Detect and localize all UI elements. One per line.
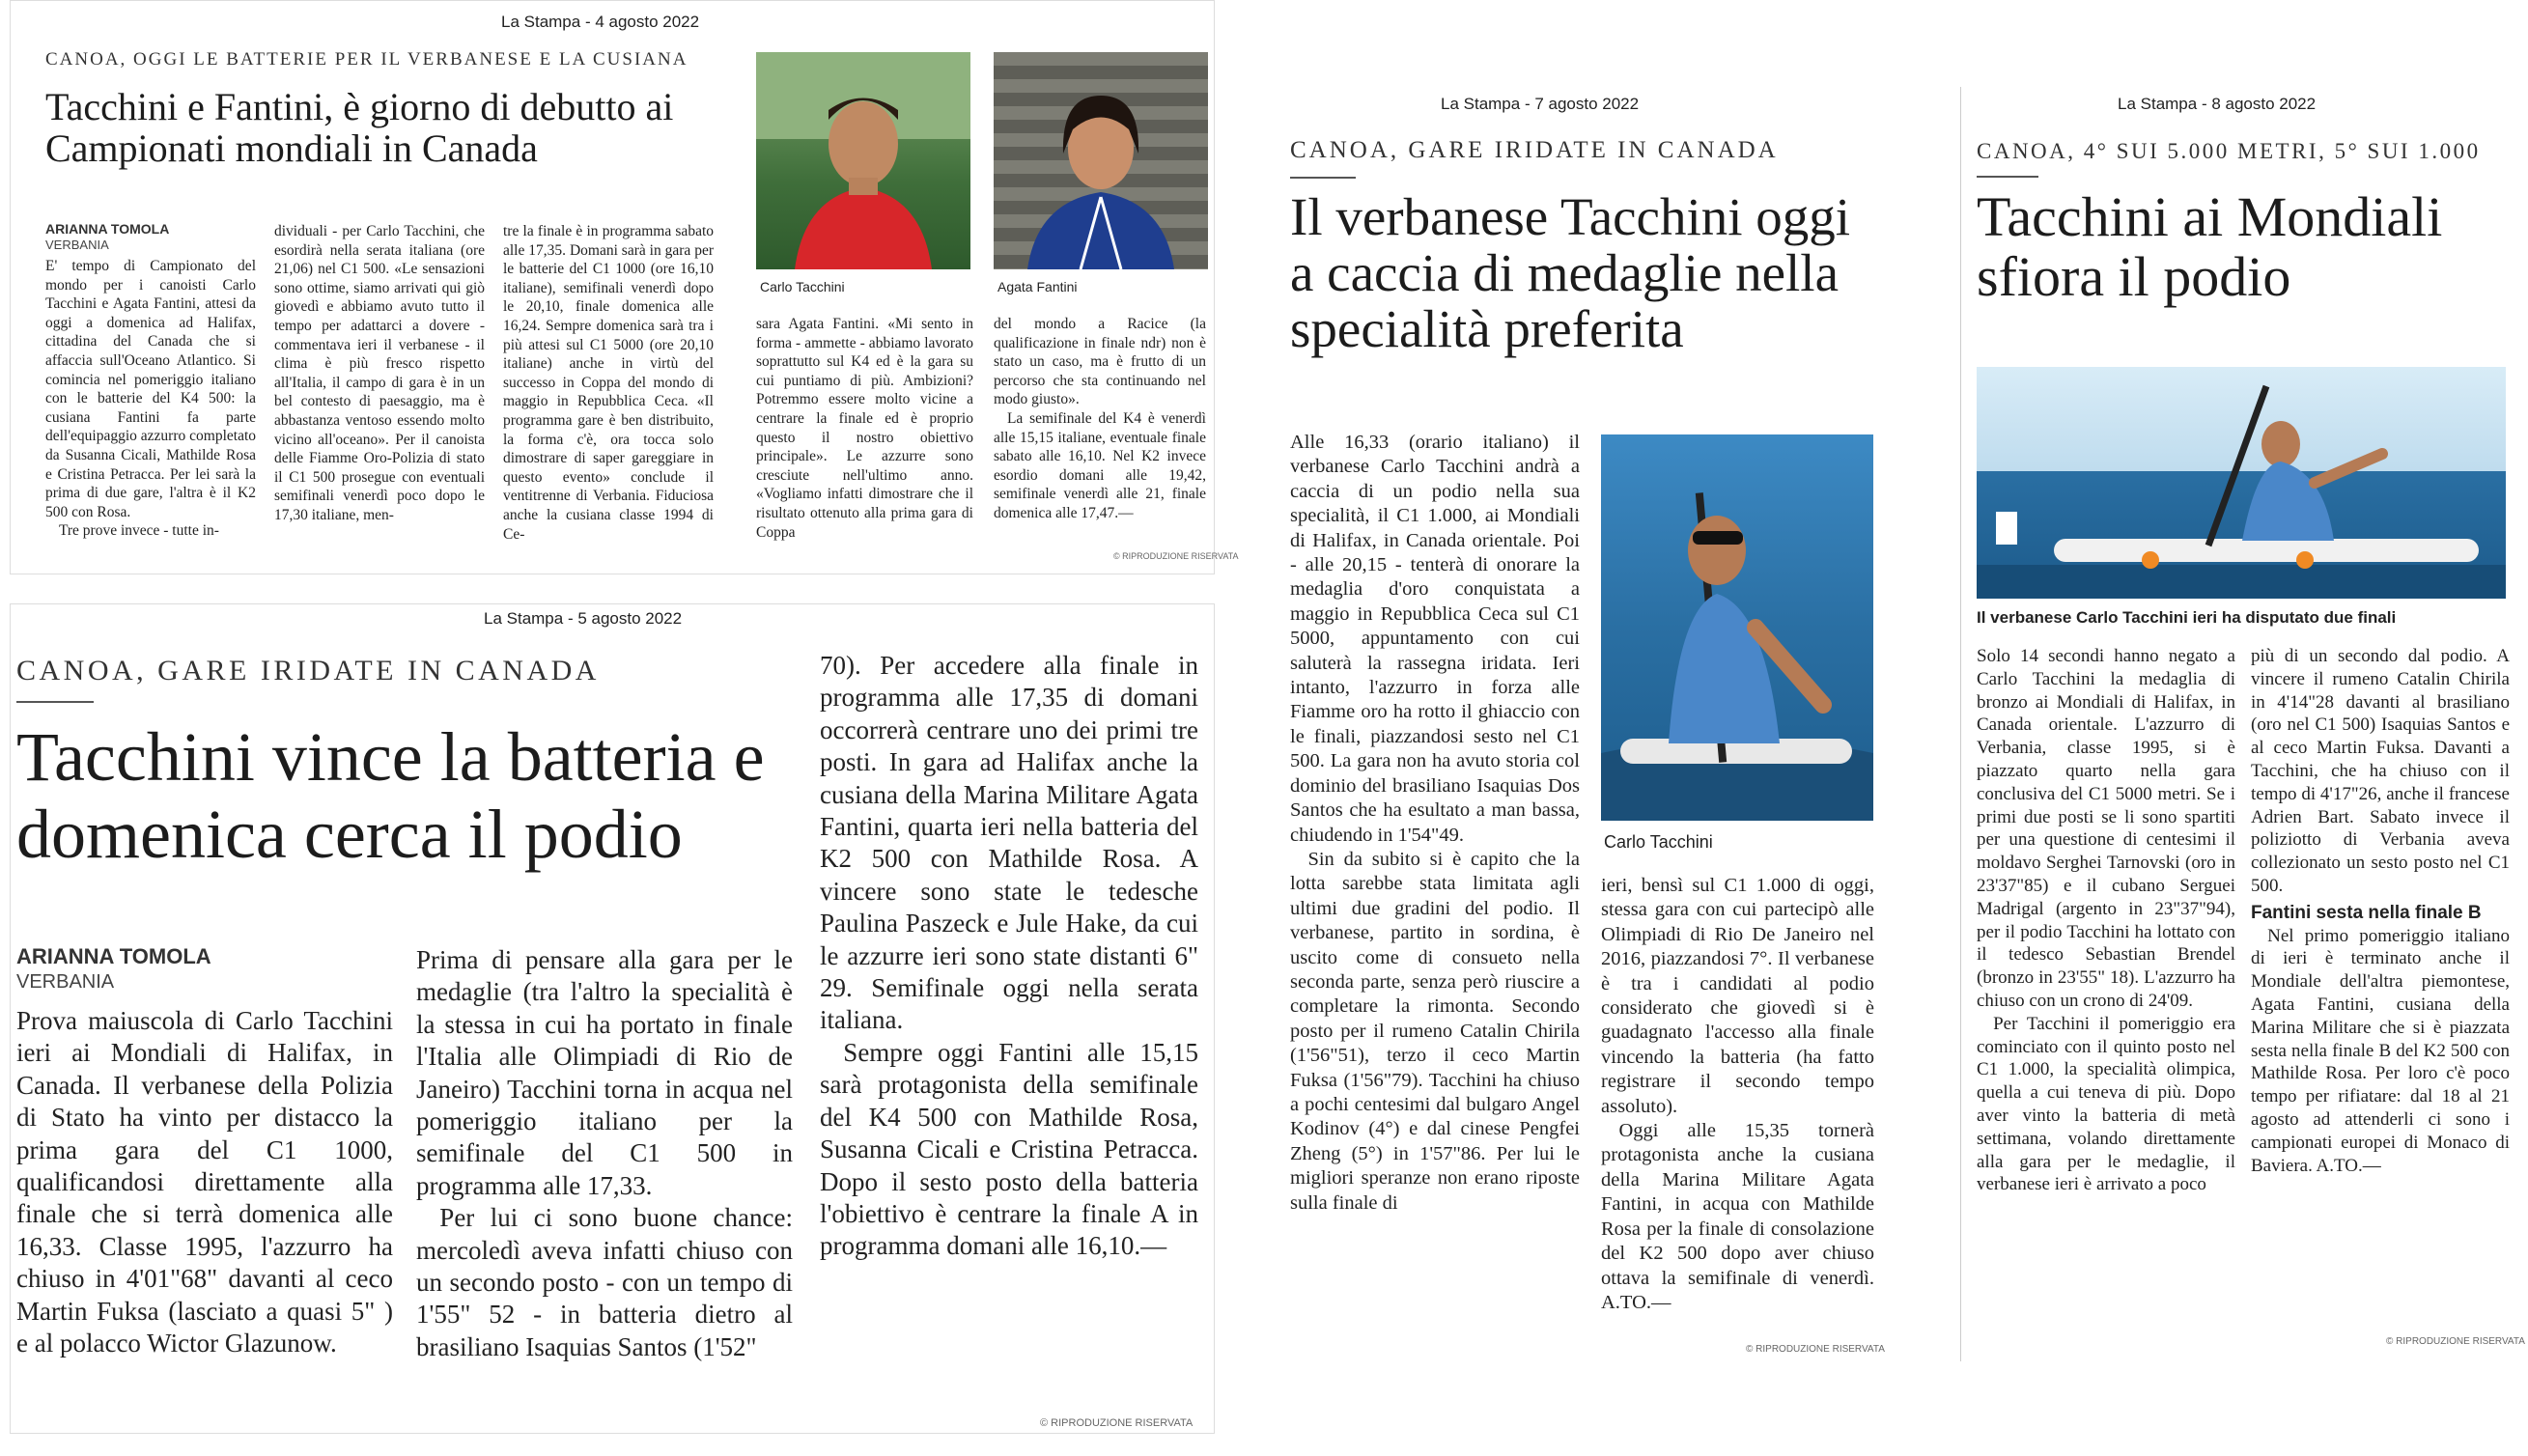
body-column-3: tre la finale è in programma sabato alle 17,35. Domani sarà in gara per le batterie del C1 1000 (ore 16,10 italiane), semifinali venerdì dopo le 20,10, finale domenica alle 16,24. Sempre domenica sarà tra i più attesi sul C1 5000 (ore 20,10 italiane) anche in virtù del successo in Coppa del mondo di maggio in Repubblica Ceca. «Il programma gare è ben distribuito, la forma c'è, ora tocca solo dimostrare di saper gareggiare in questo evento» conclude il ventitrenne di Verbania. Fiduciosa anche la cusiana classe 1994 di Ce-	[503, 223, 714, 543]
clip-5-agosto	[10, 603, 1215, 1434]
portrait-woman-icon	[994, 52, 1208, 269]
source-label: La Stampa - 4 agosto 2022	[501, 13, 700, 31]
photo-caption-1: Carlo Tacchini	[760, 279, 845, 294]
portrait-man-icon	[756, 52, 970, 269]
body-column-4: sara Agata Fantini. «Mi sento in forma - ammette - abbiamo lavorato soprattutto sul K4 ed è la gara su cui puntiamo di più. Ambizioni? Potremmo essere molto vicine a centrare la finale ed è proprio questo il nostro obiettivo principale». Le azzurre sono cresciute nell'ultimo anno. «Vogliamo infatti dimostrare che il risultato ottenuto alla prima gara di Coppa	[756, 316, 973, 541]
kicker: CANOA, 4° SUI 5.000 METRI, 5° SUI 1.000	[1977, 139, 2481, 163]
photo-caption: Il verbanese Carlo Tacchini ieri ha disputato due finali	[1977, 608, 2397, 627]
race-canoe-icon	[1977, 367, 2506, 599]
headline: Tacchini ai Mondiali sfiora il podio	[1977, 185, 2443, 308]
clip-8-agosto	[1960, 87, 2525, 1361]
source-label: La Stampa - 7 agosto 2022	[1441, 95, 1640, 113]
body-column-5: del mondo a Racice (la qualificazione in finale ndr) non è stato un caso, ma è frutto di un percorso che sta continuando nel modo giusto». La semifinale del K4 è venerdì alle 15,15 italiane, eventuale finale sabato alle 16,10. Nel K2 invece esordio domani alle 19,42, semifinale venerdì alle 21, finale domenica alle 17,47.—	[994, 316, 1206, 521]
source-label: La Stampa - 5 agosto 2022	[484, 609, 683, 628]
body-column-2: dividuali - per Carlo Tacchini, che esordirà nella serata italiana (ore 21,06) nel C1 500. «Le sensazioni sono ottime, siamo arrivati qui giò giovedì e abbiamo avuto tutto il tempo per adattarci a dovere - commentava ieri il verbanese - il clima è più fresco rispetto all'Italia, il campo di gara è in un bel contesto di paesaggio, ma è abbastanza ventoso essendo molto vicino all'oceano». Per il canoista delle Fiamme Oro-Polizia di stato il C1 500 prosegue con eventuali semifinali venerdì poco dopo le 17,30 italiane, men-	[274, 223, 485, 523]
body-column-1: Solo 14 secondi hanno negato a Carlo Tacchini la medaglia di bronzo ai Mondiali di Halifax, in Canada orientale. L'azzurro di Verbania, classe 1995, si è piazzato quarto nella gara conclusiva del C1 5000 metri. Se i primi due posti se li sono spartiti per una questione di centesimi il moldavo Serghei Tarnovski (oro in 23'37"85) e il cubano Serguei Madrigal (argento in 23"37"94), per il podio Tacchini ha lottato con il tedesco Sebastian Brendel (bronzo in 23'55" 18). L'azzurro ha chiuso con un crono di 24'09. Per Tacchini il pomeriggio era cominciato con il quinto posto nel C1 1.000, la specialità olimpica, quella a cui teneva di più. Dopo aver vinto la batteria di metà settimana, volando direttamente alla gara per le medaglie, il verbanese ieri è arrivato a poco	[1977, 646, 2235, 1195]
headline: Il verbanese Tacchini oggi a caccia di medaglie nella specialità preferita	[1290, 187, 1851, 358]
photo-carlo-tacchini	[756, 52, 970, 269]
kicker: CANOA, OGGI LE BATTERIE PER IL VERBANESE E LA CUSIANA	[45, 49, 688, 70]
body-column-1: Alle 16,33 (orario italiano) il verbanese Carlo Tacchini andrà a caccia di un podio nella sua specialità, il C1 1.000, ai Mondiali di Halifax, in Canada orientale. Poi - alle 20,15 - tenterà di onorare la medaglia d'oro conquistata a maggio in Repubblica Ceca sul C1 5000, appuntamento con cui saluterà la rassegna iridata. Ieri intanto, l'azzurro in forza alle Fiamme oro ha rotto il ghiaccio con le finali, piazzandosi sesto nel C1 500. La gara non ha avuto storia col dominio del brasiliano Isaquias Dos Santos che ha esultato a man bassa, chiudendo in 1'54"49. Sin da subito si è capito che la lotta sarebbe stata limitata agli ultimi due gradini del podio. Il verbanese, partito in sordina, è uscito come di consueto nella seconda parte, senza però riuscire a completare la rimonta. Secondo posto per il rumeno Catalin Chirila (1'56"51), terzo il ceco Martin Fuksa (1'56"79). Tacchini ha chiuso a pochi centesimi dal bulgaro Angel Kodinov (4°) e dal cinese Pengfei Zheng (5°) in 1'57"86. Per lui le migliori speranze non erano riposte sulla finale di	[1290, 432, 1580, 1214]
photo-tacchini-race	[1977, 367, 2506, 599]
photo-caption-2: Agata Fantini	[997, 279, 1078, 294]
body-column-3: 70). Per accedere alla finale in programma alle 17,35 di domani occorrerà centrare uno dei primi tre posti. In gara ad Halifax anche la cusiana della Marina Militare Agata Fantini, quarta ieri nella batteria del K2 500 con Mathilde Rosa. A vincere sono state le tedesche Paulina Paszeck e Jule Hake, da cui le azzurre ieri sono state distanti 6" 29. Semifinale oggi nella serata italiana. Sempre oggi Fantini alle 15,15 sarà protagonista della semifinale del K4 500 con Mathilde Rosa, Susanna Cicali e Cristina Petracca. Dopo il sesto posto della batteria l'obiettivo è centrare la finale A in programma domani alle 16,10.—	[820, 651, 1198, 1261]
byline-author: ARIANNA TOMOLA	[16, 944, 211, 968]
body-column-2: ieri, bensì sul C1 1.000 di oggi, stessa gara con cui partecipò alle Olimpiadi di Rio De Janeiro nel 2016, piazzandosi 7°. Il verbanese è tra i candidati al podio considerato che giovedì si è guadagnato l'accesso alla finale vincendo la batteria (ha fatto registrare il secondo tempo assoluto). Oggi alle 15,35 tornerà protagonista anche la cusiana della Marina Militare Agata Fantini, in acqua con Mathilde Rosa per la finale di consolazione del K2 500 dopo aver chiuso ottava la semifinale di venerdì. A.TO.—	[1601, 875, 1874, 1313]
byline-place: VERBANIA	[45, 238, 109, 252]
photo-agata-fantini	[994, 52, 1208, 269]
kicker: CANOA, GARE IRIDATE IN CANADA	[16, 655, 600, 686]
source-label: La Stampa - 8 agosto 2022	[2118, 95, 2317, 113]
copyright: © RIPRODUZIONE RISERVATA	[1113, 551, 1239, 561]
headline: Tacchini vince la batteria e domenica cerca il podio	[16, 718, 765, 873]
body-column-1: Prova maiuscola di Carlo Tacchini ieri ai Mondiali di Halifax, in Canada. Il verbanese della Polizia di Stato ha vinto per distacco la prima gara del C1 1000, qualificandosi direttamente alla finale che si terrà domenica alle 16,33. Classe 1995, l'azzurro ha chiuso in 4'01"68" davanti al ceco Martin Fuksa (lasciato a quasi 5" ) e al polacco Wictor Glazunow.	[16, 1006, 393, 1358]
kicker-rule	[1977, 176, 2038, 178]
copyright: © RIPRODUZIONE RISERVATA	[2386, 1336, 2525, 1347]
body-column-2: più di un secondo dal podio. A vincere il rumeno Catalin Chirila in 4'14"28 davanti al brasiliano (oro nel C1 500) Isaquias Santos e al ceco Martin Fuksa. Davanti a Tacchini, che ha chiuso con il tempo di 4'17"26, anche il francese Adrien Bart. Sabato invece il poliziotto di Verbania aveva collezionato un sesto posto nel C1 500. Fantini sesta nella finale B Nel primo pomeriggio italiano di ieri è terminato anche il Mondiale dell'altra piemontese, Agata Fantini, cusiana della Marina Militare che si è piazzata sesta nella finale B del K2 500 con Mathilde Rosa. Per loro c'è poco tempo per rifiatare: dal 18 al 21 agosto ad attenderli ci sono i campionati europei di Monaco di Baviera. A.TO.—	[2251, 646, 2510, 1176]
subheading: Fantini sesta nella finale B	[2251, 902, 2482, 923]
body-column-2: Prima di pensare alla gara per le medaglie (tra l'altro la specialità è la stessa in cui ha portato in finale l'Italia alle Olimpiadi di Rio de Janeiro) Tacchini torna in acqua nel pomeriggio italiano per la semifinale del C1 500 in programma alle 17,33. Per lui ci sono buone chance: mercoledì aveva infatti chiuso con un secondo posto - con un tempo di 1'55" 52 - in batteria dietro al brasiliano Isaquias Santos (1'52"	[416, 945, 793, 1361]
photo-caption: Carlo Tacchini	[1604, 832, 1713, 852]
copyright: © RIPRODUZIONE RISERVATA	[1040, 1417, 1194, 1429]
kicker-rule	[16, 701, 94, 703]
clip-7-agosto	[1273, 87, 1885, 1361]
body-column-1: E' tempo di Campionato del mondo per i canoisti Carlo Tacchini e Agata Fantini, attesi da oggi a domenica ad Halifax, cittadina del Canada che si affaccia sull'Oceano Atlantico. Si comincia nel pomeriggio italiano con le batterie del K4 500: la cusiana Fantini fa parte dell'equipaggio azzurro completato da Susanna Cicali, Mathilde Rosa e Cristina Petracca. Per lei sarà la prima di due gare, l'altra è il K2 500 con Rosa. Tre prove invece - tutte in-	[45, 258, 256, 540]
copyright: © RIPRODUZIONE RISERVATA	[1746, 1344, 1885, 1355]
photo-tacchini-canoe	[1601, 434, 1873, 821]
headline: Tacchini e Fantini, è giorno di debutto ai Campionati mondiali in Canada	[45, 85, 674, 171]
clip-4-agosto	[10, 0, 1239, 574]
byline-place: VERBANIA	[16, 971, 115, 993]
kicker: CANOA, GARE IRIDATE IN CANADA	[1290, 137, 1779, 163]
canoeist-icon	[1601, 434, 1873, 821]
kicker-rule	[1290, 177, 1356, 179]
byline-author: ARIANNA TOMOLA	[45, 221, 170, 237]
